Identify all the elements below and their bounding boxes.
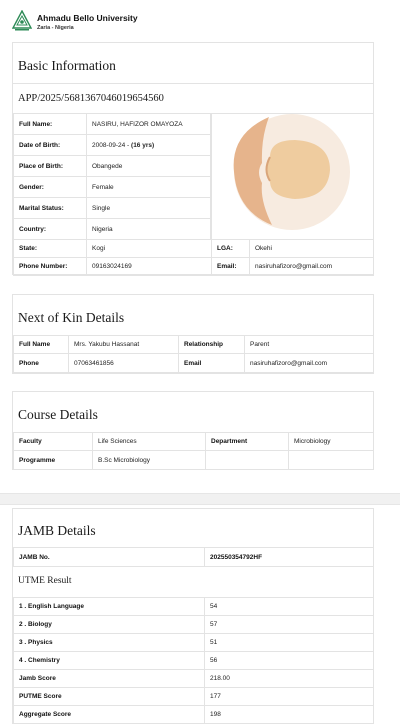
subject-label: 4 . Chemistry — [14, 652, 205, 670]
email-label: Email: — [212, 258, 250, 276]
course-details-table — [13, 432, 374, 470]
utme-result-title: UTME Result — [18, 576, 72, 586]
subject-label: 2 . Biology — [14, 616, 205, 634]
jamb-number-table — [13, 547, 374, 567]
marital-status-label: Marital Status: — [14, 198, 87, 219]
kin-full-name-value: Mrs. Yakubu Hassanat — [69, 336, 179, 354]
avatar-placeholder-icon — [212, 113, 375, 239]
country-label: Country: — [14, 219, 87, 240]
gender-label: Gender: — [14, 177, 87, 198]
phone-number-label: Phone Number: — [14, 258, 87, 276]
email-value: nasiruhafizoro@gmail.com — [250, 258, 374, 276]
course-details-title: Course Details — [18, 407, 98, 422]
utme-result-table — [13, 597, 374, 724]
section-divider — [0, 493, 400, 505]
contact-table — [13, 239, 374, 276]
jamb-details-card — [12, 508, 374, 724]
kin-relationship-label: Relationship — [179, 336, 245, 354]
kin-phone-label: Phone — [14, 354, 69, 373]
place-of-birth-value: Obangede — [87, 156, 211, 177]
university-name: Ahmadu Bello University — [37, 13, 138, 23]
putme-score-value: 177 — [205, 688, 374, 706]
age-value: (16 yrs) — [131, 141, 155, 149]
subject-score: 54 — [205, 598, 374, 616]
passport-photo — [211, 113, 374, 239]
putme-score-label: PUTME Score — [14, 688, 205, 706]
next-of-kin-table — [13, 335, 374, 373]
dob-value: 2008-09-24 - (16 yrs) — [87, 135, 211, 156]
gender-value: Female — [87, 177, 211, 198]
state-label: State: — [14, 240, 87, 258]
kin-email-value: nasiruhafizoro@gmail.com — [245, 354, 374, 373]
programme-value: B.Sc Microbiology — [93, 451, 206, 470]
basic-info-table — [13, 113, 211, 240]
university-location: Zaria - Nigeria — [37, 25, 74, 31]
kin-email-label: Email — [179, 354, 245, 373]
course-details-card — [12, 391, 374, 470]
university-logo-icon — [12, 10, 32, 31]
department-label: Department — [206, 433, 289, 451]
application-number: APP/2025/5681367046019654560 — [18, 93, 164, 104]
lga-value: Okehi — [250, 240, 374, 258]
subject-label: 3 . Physics — [14, 634, 205, 652]
aggregate-score-value: 198 — [205, 706, 374, 724]
subject-label: 1 . English Language — [14, 598, 205, 616]
jamb-no-label: JAMB No. — [14, 548, 205, 567]
next-of-kin-card — [12, 294, 374, 374]
kin-phone-value: 07063461856 — [69, 354, 179, 373]
place-of-birth-label: Place of Birth: — [14, 156, 87, 177]
basic-information-card — [12, 42, 374, 275]
faculty-label: Faculty — [14, 433, 93, 451]
dob-label: Date of Birth: — [14, 135, 87, 156]
faculty-value: Life Sciences — [93, 433, 206, 451]
kin-relationship-value: Parent — [245, 336, 374, 354]
kin-full-name-label: Full Name — [14, 336, 69, 354]
state-value: Kogi — [87, 240, 212, 258]
next-of-kin-title: Next of Kin Details — [18, 310, 125, 325]
aggregate-score-label: Aggregate Score — [14, 706, 205, 724]
subject-score: 51 — [205, 634, 374, 652]
full-name-value: NASIRU, HAFIZOR OMAYOZA — [87, 114, 211, 135]
subject-score: 56 — [205, 652, 374, 670]
subject-score: 57 — [205, 616, 374, 634]
department-value: Microbiology — [289, 433, 374, 451]
jamb-details-title: JAMB Details — [18, 523, 96, 538]
jamb-no-value: 202550354792HF — [205, 548, 374, 567]
jamb-score-value: 218.00 — [205, 670, 374, 688]
basic-information-title: Basic Information — [18, 58, 116, 73]
jamb-score-label: Jamb Score — [14, 670, 205, 688]
country-value: Nigeria — [87, 219, 211, 240]
programme-label: Programme — [14, 451, 93, 470]
page-header — [0, 0, 400, 40]
lga-label: LGA: — [212, 240, 250, 258]
phone-number-value: 09163024169 — [87, 258, 212, 276]
full-name-label: Full Name: — [14, 114, 87, 135]
marital-status-value: Single — [87, 198, 211, 219]
